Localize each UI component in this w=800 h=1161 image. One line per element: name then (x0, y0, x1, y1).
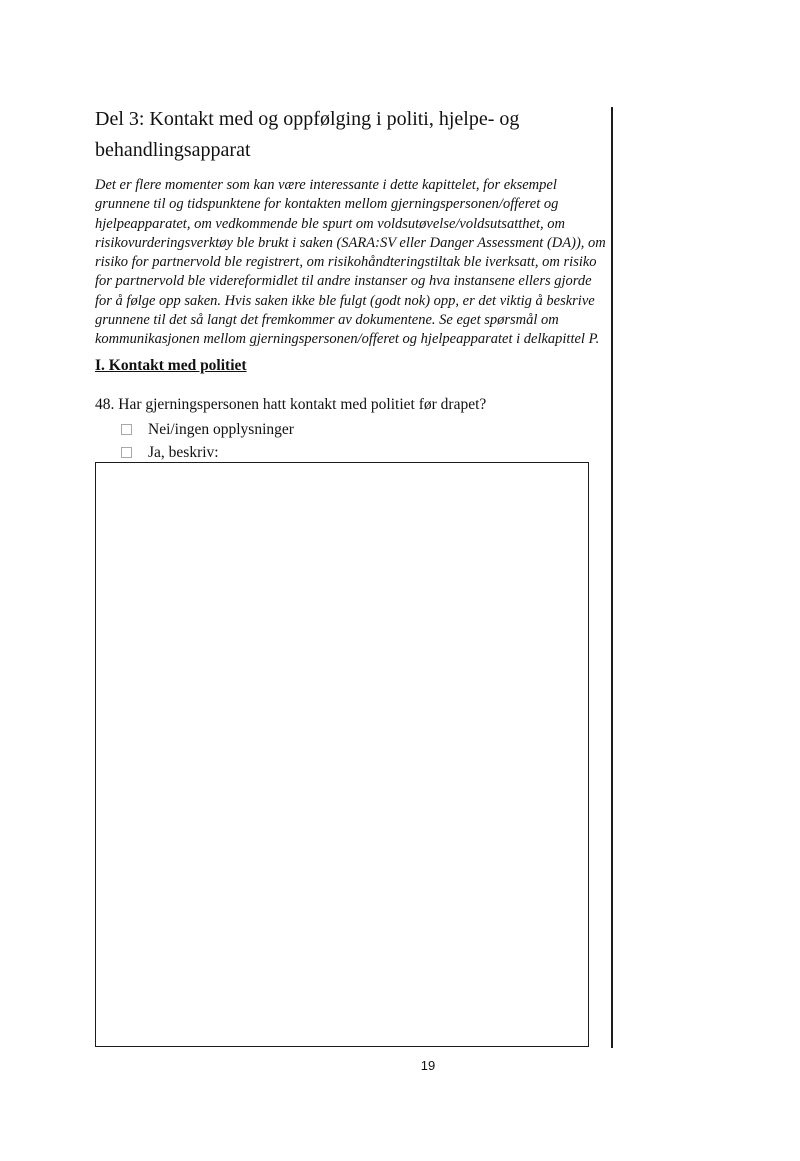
intro-paragraph: Det er flere momenter som kan være interessante i dette kapittelet, for eksempel grunnene til og tidspunktene for kontakten mellom gjerningspersonen/offeret og hjelpeapparatet, om vedkommende ble spurt om voldsutøvelse/voldsutsatthet, om risikovurderingsverktøy ble brukt i saken (SARA:SV eller Danger Assessment (DA)), om risiko for partnervold ble registrert, om risikohåndteringstiltak ble iverksatt, om risiko for partnervold ble videreformidlet til andre instanser og hva instansene ellers gjorde for å følge opp saken. Hvis saken ikke ble fulgt (godt nok) opp, er det viktig å beskrive grunnene til det så langt det fremkommer av dokumentene. Se eget spørsmål om kommunikasjonen mellom gjerningspersonen/offeret og hjelpeapparatet i delkapittel P. (95, 177, 606, 348)
option-row-no (121, 418, 521, 441)
page-number: 19 (420, 1058, 436, 1073)
option-label-yes: Ja, beskriv: (148, 443, 219, 461)
option-row-yes (121, 441, 521, 464)
section-heading: I. Kontakt med politiet (95, 357, 247, 374)
option-label-no: Nei/ingen opplysninger (148, 420, 294, 438)
question-48-text: 48. Har gjerningspersonen hatt kontakt med politiet før drapet? (95, 396, 487, 413)
checkbox-no[interactable] (121, 424, 132, 435)
checkbox-yes[interactable] (121, 447, 132, 458)
vertical-margin-rule (611, 107, 613, 1048)
question-48-options (121, 418, 521, 464)
answer-textarea[interactable] (95, 462, 589, 1047)
document-title: Del 3: Kontakt med og oppfølging i politi, hjelpe- og behandlingsapparat (95, 108, 520, 161)
